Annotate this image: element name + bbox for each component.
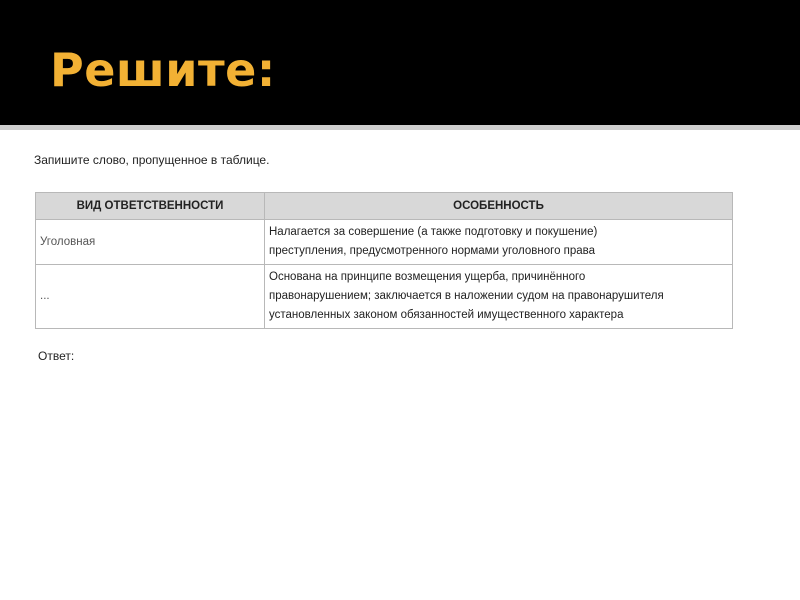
feature-line: правонарушением; заключается в наложении судом на правонарушителя — [269, 290, 664, 302]
column-header-feature: ОСОБЕННОСТЬ — [265, 193, 733, 220]
feature-line: Основана на принципе возмещения ущерба, причинённого — [269, 271, 586, 283]
table-row — [36, 220, 733, 265]
feature-line: преступления, предусмотренного нормами уголовного права — [269, 245, 596, 257]
cell-liability-type: Уголовная — [36, 220, 265, 265]
cell-feature — [265, 265, 733, 329]
feature-line: установленных законом обязанностей имущественного характера — [269, 309, 624, 321]
liability-table — [35, 192, 733, 329]
header-divider — [0, 125, 800, 130]
table-row — [36, 265, 733, 329]
slide-title: Решите: — [50, 43, 276, 97]
task-instruction: Запишите слово, пропущенное в таблице. — [34, 153, 270, 167]
table-header-row — [36, 193, 733, 220]
answer-label: Ответ: — [38, 349, 75, 363]
feature-line: Налагается за совершение (а также подготовку и покушение) — [269, 226, 598, 238]
cell-feature — [265, 220, 733, 265]
column-header-type: ВИД ОТВЕТСТВЕННОСТИ — [36, 193, 265, 220]
cell-missing-word: ... — [36, 265, 265, 329]
